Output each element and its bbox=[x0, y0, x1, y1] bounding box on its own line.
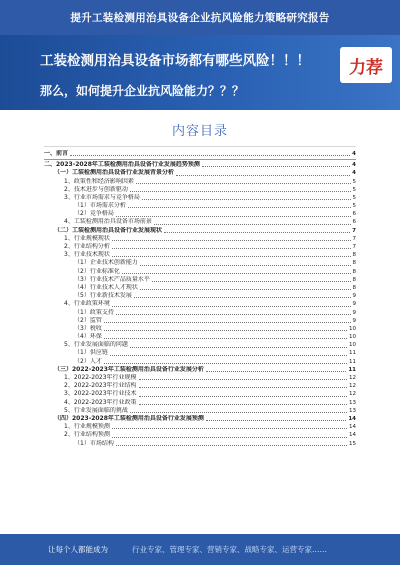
toc-entry-page: 13 bbox=[349, 407, 356, 414]
toc-leader-dots bbox=[139, 396, 347, 397]
toc-leader-dots bbox=[139, 379, 347, 380]
toc-entry[interactable] bbox=[44, 161, 356, 169]
toc-entry-label: （1）政策支持 bbox=[74, 308, 114, 316]
toc-entry[interactable] bbox=[44, 194, 356, 202]
toc-entry-label: （1）市场结构 bbox=[74, 439, 114, 447]
toc-entry-page: 11 bbox=[349, 358, 356, 365]
toc-entry[interactable] bbox=[44, 202, 356, 210]
toc-leader-dots bbox=[112, 428, 347, 429]
toc-entry-page: 10 bbox=[349, 334, 356, 341]
toc-entry[interactable] bbox=[44, 399, 356, 407]
toc-entry-page: 5 bbox=[352, 203, 356, 210]
toc-entry[interactable] bbox=[44, 268, 356, 276]
toc-entry[interactable] bbox=[44, 251, 356, 259]
toc-leader-dots bbox=[206, 420, 346, 421]
toc-entry-page: 9 bbox=[352, 301, 356, 308]
toc-entry-page: 8 bbox=[352, 260, 356, 267]
toc-entry-page: 7 bbox=[352, 244, 356, 251]
toc-entry[interactable] bbox=[44, 284, 356, 292]
toc-entry[interactable] bbox=[44, 292, 356, 300]
toc-entry-label: （一）工装检测用治具设备行业发展背景分析 bbox=[54, 169, 175, 177]
toc-entry-page: 14 bbox=[348, 415, 356, 422]
toc-leader-dots bbox=[130, 347, 347, 348]
toc-entry[interactable] bbox=[44, 178, 356, 186]
toc-entry[interactable] bbox=[44, 169, 356, 177]
toc-entry-label: 3、行业市场需求与竞争格局 bbox=[64, 193, 140, 201]
toc-entry-page: 11 bbox=[348, 366, 356, 373]
brand-badge: 力荐 bbox=[340, 47, 392, 83]
toc-entry-page: 5 bbox=[352, 194, 356, 201]
toc-entry-label: 5、行业发展面临的问题 bbox=[64, 341, 128, 349]
toc-entry-page: 5 bbox=[352, 178, 356, 185]
toc-entry-page: 4 bbox=[352, 150, 356, 157]
toc-leader-dots bbox=[152, 281, 351, 282]
toc-leader-dots bbox=[104, 363, 347, 364]
toc-entry[interactable] bbox=[44, 259, 356, 267]
toc-entry[interactable] bbox=[44, 407, 356, 415]
toc-entry-label: 4、2022-2023年行业政策 bbox=[64, 398, 137, 406]
toc-entry[interactable] bbox=[44, 415, 356, 423]
toc-entry-label: （2）行业标准化 bbox=[74, 267, 120, 275]
toc-entry-label: （1）市场需求分析 bbox=[74, 202, 126, 210]
toc-entry-page: 8 bbox=[352, 268, 356, 275]
toc-entry-label: （3）税收 bbox=[74, 324, 102, 332]
toc-entry-label: （2）监管 bbox=[74, 316, 102, 324]
toc-entry[interactable] bbox=[44, 276, 356, 284]
toc-entry-label: 5、行业发展面临的挑战 bbox=[64, 406, 128, 414]
toc-entry-page: 6 bbox=[352, 219, 356, 226]
toc-leader-dots bbox=[128, 207, 351, 208]
toc-entry-label: （3）行业技术产品质量水平 bbox=[74, 275, 150, 283]
toc-entry-label: 2、技术进步与创新驱动 bbox=[64, 185, 128, 193]
toc-entry-page: 8 bbox=[352, 276, 356, 283]
toc-entry[interactable] bbox=[44, 210, 356, 218]
toc-leader-dots bbox=[136, 183, 351, 184]
toc-leader-dots bbox=[130, 191, 351, 192]
toc-leader-dots bbox=[112, 437, 347, 438]
toc-entry[interactable] bbox=[44, 300, 356, 308]
toc-entry[interactable] bbox=[44, 431, 356, 439]
toc-leader-dots bbox=[110, 355, 347, 356]
toc-leader-dots bbox=[142, 199, 351, 200]
toc-entry-page: 7 bbox=[352, 227, 356, 234]
toc-title: 内容目录 bbox=[171, 124, 228, 139]
toc-entry-label: 3、行业技术现状 bbox=[64, 251, 110, 259]
table-of-contents bbox=[44, 150, 356, 448]
toc-entry-label: （1）企业技术创新能力 bbox=[74, 259, 138, 267]
toc-leader-dots bbox=[104, 330, 347, 331]
toc-entry-page: 13 bbox=[349, 399, 356, 406]
toc-leader-dots bbox=[112, 240, 351, 241]
toc-entry-label: （1）供应链 bbox=[74, 349, 108, 357]
toc-entry[interactable] bbox=[44, 235, 356, 243]
toc-entry-label: 4、行业政策环境 bbox=[64, 300, 110, 308]
toc-entry-label: 二、2023-2028年工装检测用治具设备行业发展趋势预测 bbox=[44, 161, 200, 169]
toc-leader-dots bbox=[176, 175, 350, 176]
toc-entry-page: 14 bbox=[349, 432, 356, 439]
report-title-bar bbox=[0, 0, 400, 35]
toc-entry[interactable] bbox=[44, 219, 356, 227]
toc-entry-page: 14 bbox=[349, 424, 356, 431]
hero-subline: 那么，如何提升企业抗风险能力？？？ bbox=[40, 84, 245, 98]
toc-leader-dots bbox=[206, 371, 346, 372]
toc-entry-label: （4）行业技术人才现状 bbox=[74, 283, 138, 291]
toc-entry[interactable] bbox=[44, 390, 356, 398]
toc-entry-label: 1、行业规模现状 bbox=[64, 234, 110, 242]
toc-entry-label: 1、2022-2023年行业规模 bbox=[64, 374, 137, 382]
toc-entry-page: 6 bbox=[352, 211, 356, 218]
toc-leader-dots bbox=[122, 273, 351, 274]
toc-entry-label: （4）环保 bbox=[74, 333, 102, 341]
hero-headline: 工装检测用治具设备市场都有哪些风险！！！ bbox=[40, 53, 310, 69]
toc-entry-label: 1、行业规模预测 bbox=[64, 423, 110, 431]
toc-entry-label: （二）工装检测用治具设备行业发展现状 bbox=[54, 226, 163, 234]
toc-entry[interactable] bbox=[44, 186, 356, 194]
toc-leader-dots bbox=[104, 338, 347, 339]
toc-entry-label: （2）人才 bbox=[74, 357, 102, 365]
toc-entry-page: 5 bbox=[352, 186, 356, 193]
toc-entry-page: 12 bbox=[349, 375, 356, 382]
hero-banner bbox=[0, 35, 400, 110]
toc-leader-dots bbox=[116, 445, 347, 446]
toc-entry[interactable] bbox=[44, 382, 356, 390]
toc-entry-page: 7 bbox=[352, 235, 356, 242]
toc-entry[interactable] bbox=[44, 358, 356, 366]
toc-leader-dots bbox=[202, 166, 350, 167]
toc-entry-page: 12 bbox=[349, 383, 356, 390]
toc-entry-page: 11 bbox=[349, 350, 356, 357]
toc-entry-label: （四）2023-2028年工装检测用治具设备行业发展预测 bbox=[54, 414, 204, 422]
toc-leader-dots bbox=[116, 314, 351, 315]
toc-leader-dots bbox=[139, 387, 347, 388]
toc-entry-label: 一、前言 bbox=[44, 149, 69, 157]
toc-leader-dots bbox=[164, 232, 350, 233]
toc-entry-page: 8 bbox=[352, 252, 356, 259]
toc-entry[interactable] bbox=[44, 243, 356, 251]
footer-slogan-left: 让每个人都能成为 bbox=[48, 545, 108, 554]
toc-entry[interactable] bbox=[44, 341, 356, 349]
report-title: 提升工装检测用治具设备企业抗风险能力策略研究报告 bbox=[70, 12, 330, 24]
toc-entry[interactable] bbox=[44, 309, 356, 317]
toc-entry[interactable] bbox=[44, 366, 356, 374]
toc-entry[interactable] bbox=[44, 350, 356, 358]
toc-entry-label: 2、2022-2023年行业结构 bbox=[64, 382, 137, 390]
toc-leader-dots bbox=[112, 248, 351, 249]
toc-leader-dots bbox=[140, 289, 351, 290]
toc-entry[interactable] bbox=[44, 440, 356, 448]
toc-leader-dots bbox=[112, 306, 351, 307]
toc-entry-label: （2）竞争格局 bbox=[74, 210, 114, 218]
toc-entry-label: 2、行业结构预测 bbox=[64, 431, 110, 439]
toc-leader-dots bbox=[154, 224, 351, 225]
toc-entry[interactable] bbox=[44, 317, 356, 325]
toc-entry[interactable] bbox=[44, 333, 356, 341]
toc-entry-page: 8 bbox=[352, 284, 356, 291]
toc-leader-dots bbox=[70, 155, 350, 156]
toc-leader-dots bbox=[134, 297, 351, 298]
toc-divider bbox=[44, 146, 356, 147]
toc-entry[interactable] bbox=[44, 423, 356, 431]
toc-leader-dots bbox=[139, 404, 347, 405]
toc-leader-dots bbox=[130, 412, 347, 413]
toc-entry-label: 4、工装检测用治具设备市场前景 bbox=[64, 218, 152, 226]
toc-entry-label: 1、政策性和经济影响因素 bbox=[64, 177, 134, 185]
toc-entry-label: （5）行业新技术发展 bbox=[74, 292, 132, 300]
toc-entry[interactable] bbox=[44, 150, 356, 158]
toc-entry-page: 10 bbox=[349, 325, 356, 332]
toc-entry-page: 9 bbox=[352, 317, 356, 324]
toc-entry-label: 2、行业结构分析 bbox=[64, 243, 110, 251]
toc-entry[interactable] bbox=[44, 374, 356, 382]
toc-entry-page: 12 bbox=[349, 391, 356, 398]
toc-entry-page: 9 bbox=[352, 309, 356, 316]
toc-leader-dots bbox=[140, 265, 351, 266]
toc-entry[interactable] bbox=[44, 227, 356, 235]
toc-leader-dots bbox=[112, 256, 351, 257]
toc-entry-label: （三）2022-2023年工装检测用治具设备行业发展分析 bbox=[54, 365, 204, 373]
toc-entry-page: 4 bbox=[352, 162, 356, 169]
toc-entry-page: 15 bbox=[349, 440, 356, 447]
footer-slogan-right: 行业专家、管理专家、营销专家、战略专家、运营专家…… bbox=[132, 545, 327, 554]
toc-leader-dots bbox=[104, 322, 351, 323]
toc-entry[interactable] bbox=[44, 325, 356, 333]
toc-leader-dots bbox=[116, 216, 351, 217]
toc-entry-page: 9 bbox=[352, 293, 356, 300]
footer-banner bbox=[0, 534, 400, 565]
toc-entry-label: 3、2022-2023年行业技术 bbox=[64, 390, 137, 398]
toc-entry-page: 10 bbox=[349, 342, 356, 349]
toc-section-rule bbox=[44, 159, 356, 160]
toc-entry-page: 4 bbox=[352, 170, 356, 177]
